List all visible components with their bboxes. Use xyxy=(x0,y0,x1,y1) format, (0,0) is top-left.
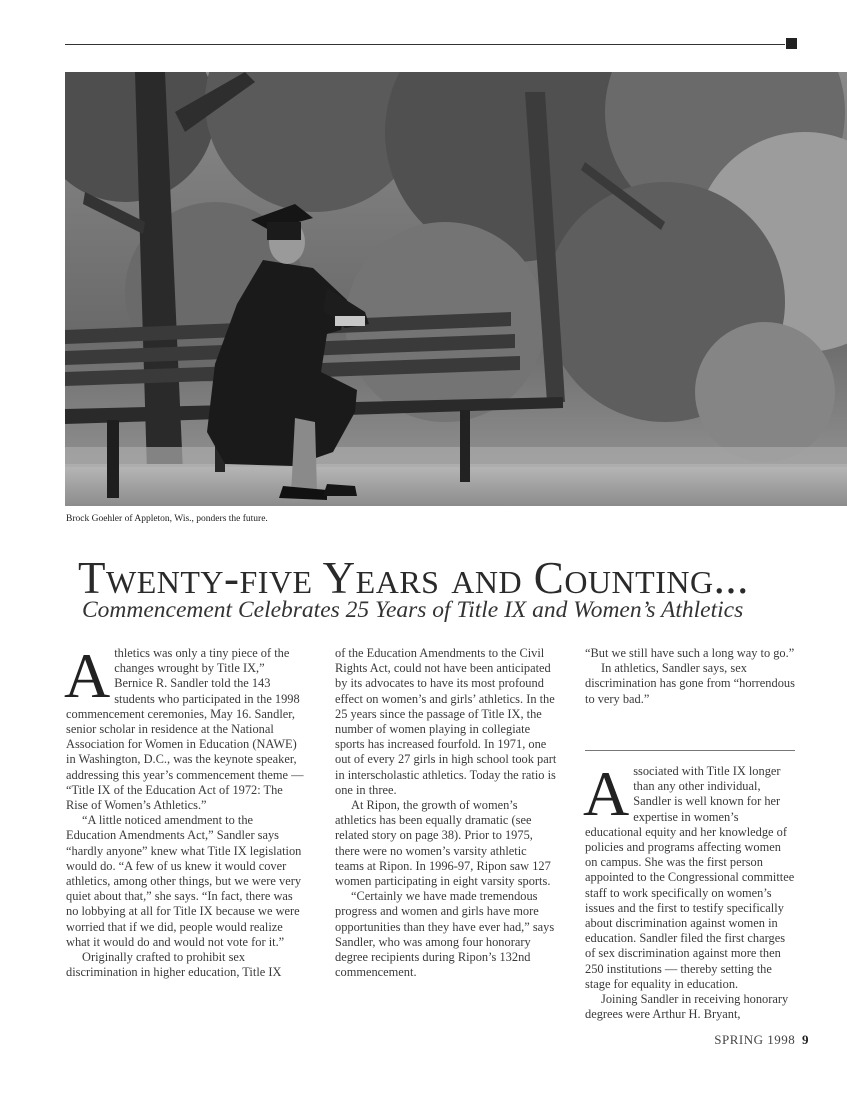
paragraph: of the Education Amendments to the Civil Rights Act, could not have been anticipated by its advocates to have its most profound effect on women’s and girls’ athletics. In the 25 years since the passage of Title IX, the number of women playing in collegiate sports has increased fourfold. In 1971, one out of every 27 girls in high school took part in interscholastic athletics. Today the ratio is one in three. xyxy=(335,646,557,797)
paragraph: “Certainly we have made tremendous progress and women and girls have more opportunities than they have ever had,” says Sandler, who was among four honorary degree recipients during Ripon’s 132nd commencement. xyxy=(335,889,555,980)
column-1 xyxy=(64,640,306,980)
drop-cap: A xyxy=(583,758,630,829)
page-number: 9 xyxy=(802,1032,809,1047)
top-rule xyxy=(65,44,785,45)
article-subtitle: Commencement Celebrates 25 Years of Title IX and Women’s Athletics xyxy=(82,597,744,623)
column-2 xyxy=(335,646,557,980)
paragraph: “A little noticed amendment to the Education Amendments Act,” Sandler says “hardly anyone” knew what Title IX legislation would do. “A few of us knew it would cover athletics, among other things, but we were very quiet about that,” she says. “In fact, there was no lobbying at all for Title IX because we were worried that if we did, people would realize what it would do and would not vote for it.” xyxy=(66,813,302,949)
photo-caption: Brock Goehler of Appleton, Wis., ponders the future. xyxy=(66,514,268,524)
top-rule-square xyxy=(786,38,797,49)
section-divider xyxy=(585,750,795,751)
paragraph: “But we still have such a long way to go.” xyxy=(585,646,795,660)
paragraph: In athletics, Sandler says, sex discrimination has gone from “horrendous to very bad.” xyxy=(585,661,795,706)
paragraph: thletics was only a tiny piece of the changes wrought by Title IX,” Bernice R. Sandler told the 143 students who participated in the 1998 commencement ceremonies, May 16. Sandler, senior scholar in residence at the National Association for Women in Education (NAWE) in Washington, D.C., was the keynote speaker, addressing this year’s commencement theme — “Title IX of the Education Act of 1972: The Rise of Women’s Athletics.” xyxy=(66,646,304,813)
paragraph: ssociated with Title IX longer than any other individual, Sandler is well known for her expertise in women’s educational equity and her knowledge of policies and programs affecting women on campus. She was the first person appointed to the Congressional committee staff to work specifically on women’s issues and the first to testify specifically about discrimination against women in education. Sandler filed the first charges of sex discrimination against more then 250 institutions — thereby setting the stage for equality in education. xyxy=(585,764,795,991)
feature-photo xyxy=(65,72,847,506)
article-title: Twenty-five Years and Counting... xyxy=(78,553,749,603)
paragraph: Joining Sandler in receiving honorary degrees were Arthur H. Bryant, xyxy=(585,992,789,1022)
paragraph: Originally crafted to prohibit sex discrimination in higher education, Title IX xyxy=(66,950,282,980)
page-footer xyxy=(714,1032,809,1048)
paragraph: At Ripon, the growth of women’s athletics has been equally dramatic (see related story on page 38). Prior to 1975, there were no women’s varsity athletic teams at Ripon. In 1996-97, Ripon saw 127 women participating in eight varsity sports. xyxy=(335,798,551,889)
drop-cap: A xyxy=(64,640,111,711)
column-3 xyxy=(585,646,795,707)
issue-label: SPRING 1998 xyxy=(714,1032,796,1047)
column-3-section xyxy=(583,758,795,1022)
